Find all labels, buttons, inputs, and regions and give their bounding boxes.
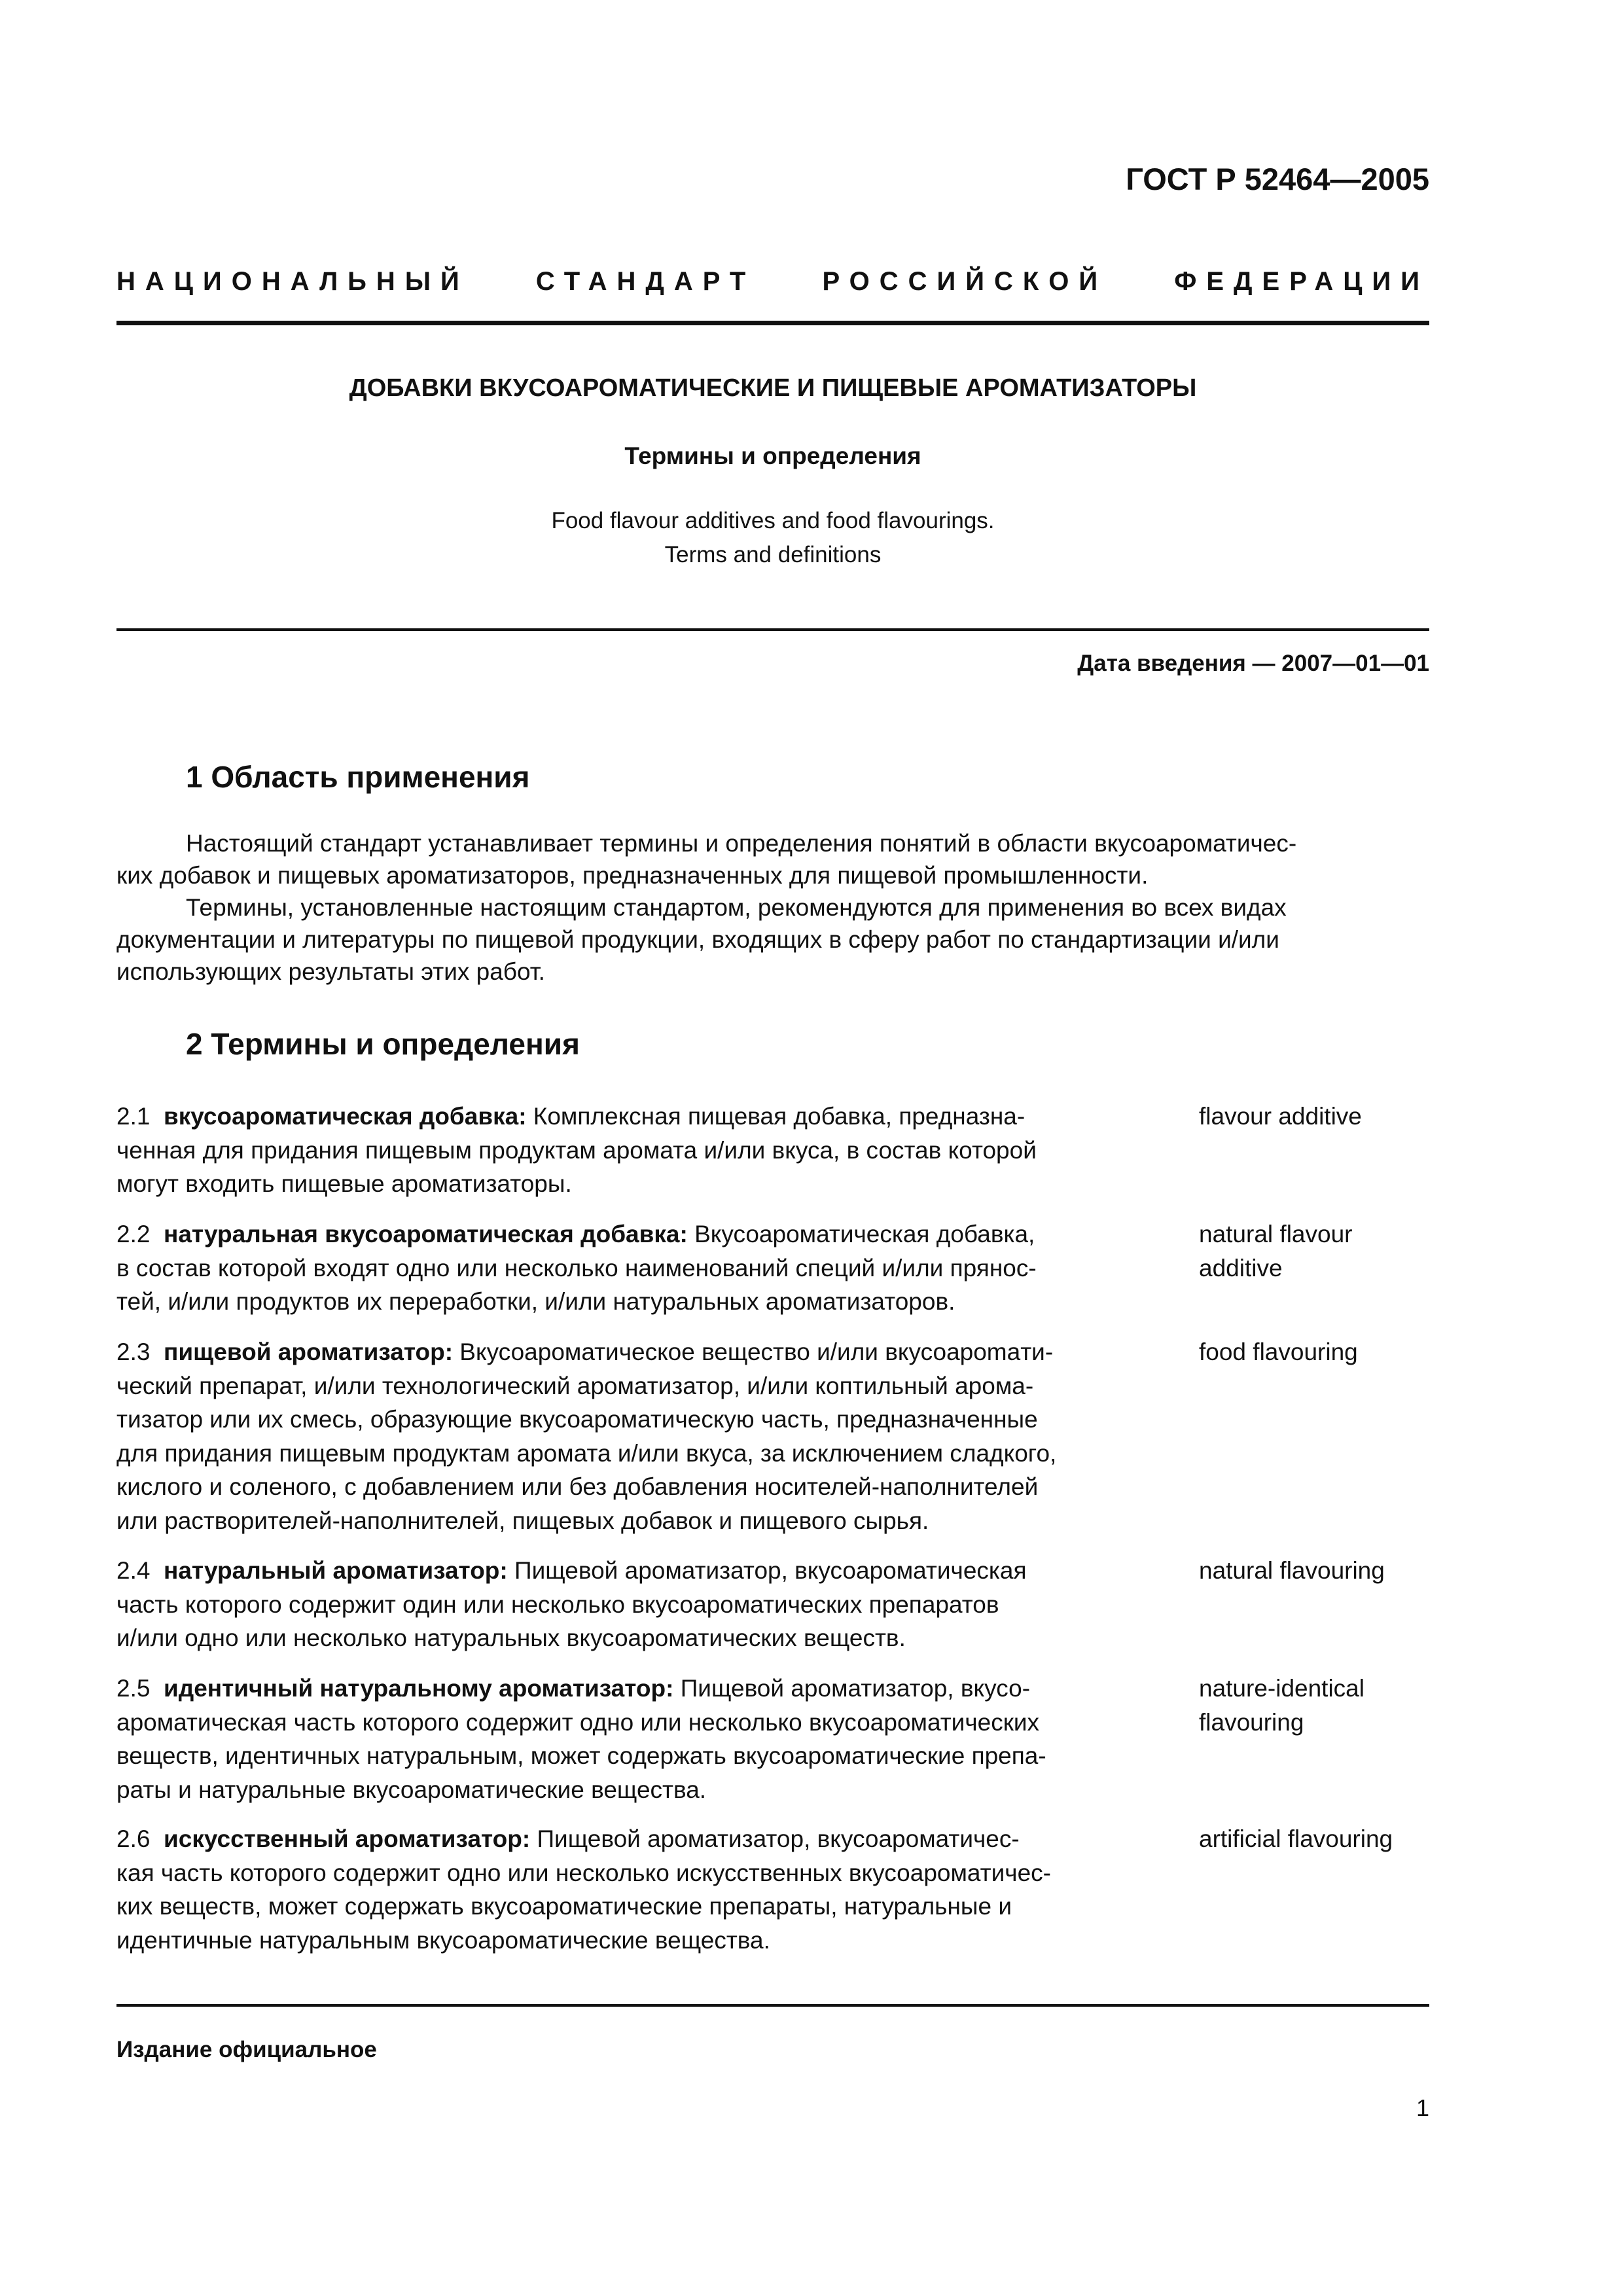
section-heading-terms: 2 Термины и определения [186,1027,580,1061]
definition-line: кислого и соленого, с добавлением или без добавления носителей-наполнителей [116,1473,1039,1500]
term-entry [116,1554,1164,1655]
definition-text: Вкусоароматическое вещество и/или вкусоарomaти- [453,1338,1054,1365]
term-number: 2.1 [116,1103,151,1130]
term-name: пищевой ароматизатор: [164,1338,454,1365]
definition-text: Пищевой ароматизатор, вкусо- [673,1675,1031,1702]
header-divider [116,321,1429,325]
banner-word: ФЕДЕРАЦИИ [1174,267,1429,296]
banner-word: СТАНДАРТ [535,267,756,296]
definition-line: тей, и/или продуктов их переработки, и/или натуральных ароматизаторов. [116,1288,955,1315]
term-english-line: artificial flavouring [1199,1825,1393,1852]
text-line: документации и литературы по пищевой продукции, входящих в сферу работ по стандартизации и/или [116,926,1279,953]
definition-line: веществ, идентичных натуральным, может содержать вкусоароматические препа- [116,1742,1046,1769]
term-english-line: food flavouring [1199,1338,1358,1365]
term-english-line: flavouring [1199,1708,1304,1736]
term-name: идентичный натуральному ароматизатор: [164,1675,674,1702]
text-line: ких добавок и пищевых ароматизаторов, предназначенных для пищевой промышленности. [116,862,1149,889]
definition-text: Пищевой ароматизатор, вкусоароматическая [507,1557,1027,1584]
english-title [116,504,1429,572]
term-english-line: natural flavour [1199,1221,1353,1247]
document-title: ДОБАВКИ ВКУСОАРОМАТИЧЕСКИЕ И ПИЩЕВЫЕ АРОМАТИЗАТОРЫ [349,374,1197,402]
term-number: 2.5 [116,1675,151,1702]
english-title-line: Food flavour additives and food flavourings. [551,508,995,533]
official-edition-label: Издание официальное [116,2037,377,2062]
definition-line: для придания пищевым продуктам аромата и/или вкуса, за исключением сладкого, [116,1439,1057,1467]
english-title-line: Terms and definitions [664,542,882,567]
page-number: 1 [1416,2094,1429,2121]
term-english [1199,1100,1448,1134]
definition-line: ческий препарат, и/или технологический ароматизатор, и/или коптильный арома- [116,1372,1034,1399]
gost-number: ГОСТ Р 52464—2005 [1126,162,1429,196]
term-number: 2.4 [116,1557,151,1584]
definition-line: идентичные натуральным вкусоароматические вещества. [116,1926,770,1954]
term-entry [116,1100,1164,1201]
term-entry [116,1335,1164,1537]
term-name: искусственный ароматизатор: [164,1825,531,1852]
text-line: Настоящий стандарт устанавливает термины и определения понятий в области вкусоароматичес- [186,830,1297,857]
term-entry [116,1217,1164,1319]
definition-line: в состав которой входят одно или несколько наименований специй и/или прянос- [116,1254,1037,1282]
term-number: 2.2 [116,1221,151,1247]
definition-line: и/или одно или несколько натуральных вкусоароматических веществ. [116,1624,906,1651]
term-english-line: nature-identical [1199,1675,1364,1702]
title-divider [116,628,1429,631]
term-english [1199,1672,1448,1739]
text-line: Термины, установленные настоящим стандартом, рекомендуются для применения во всех видах [186,894,1287,921]
definition-line: часть которого содержит один или несколько вкусоароматических препаратов [116,1590,999,1618]
definition-line: кая часть которого содержит одно или несколько искусственных вкусоароматичес- [116,1859,1051,1886]
term-english-line: additive [1199,1254,1283,1282]
definition-text: Вкусоароматическая добавка, [687,1221,1035,1247]
definition-line: раты и натуральные вкусоароматические вещества. [116,1776,707,1803]
footer-divider [116,2004,1429,2007]
definition-line: могут входить пищевые ароматизаторы. [116,1170,572,1197]
scope-paragraph-1 [116,827,1429,891]
banner-word: РОССИЙСКОЙ [822,267,1108,296]
term-entry [116,1672,1164,1806]
definition-text: Пищевой ароматизатор, вкусоароматичес- [530,1825,1020,1852]
term-number: 2.6 [116,1825,151,1852]
term-english [1199,1822,1448,1856]
national-standard-banner [116,267,1429,296]
term-name: натуральный ароматизатор: [164,1557,508,1584]
term-english-line: natural flavouring [1199,1557,1385,1584]
definition-line: или растворителей-наполнителей, пищевых добавок и пищевого сырья. [116,1507,929,1534]
term-name: натуральная вкусоароматическая добавка: [164,1221,688,1247]
term-english-line: flavour additive [1199,1103,1362,1130]
term-number: 2.3 [116,1338,151,1365]
term-entry [116,1822,1164,1957]
definition-line: тизатор или их смесь, образующие вкусоароматическую часть, предназначенные [116,1406,1038,1433]
banner-word: НАЦИОНАЛЬНЫЙ [116,267,469,296]
term-english [1199,1335,1448,1369]
term-name: вкусоароматическая добавка: [164,1103,527,1130]
definition-line: ароматическая часть которого содержит одно или несколько вкусоароматических [116,1708,1040,1736]
term-english [1199,1554,1448,1588]
introduction-date: Дата введения — 2007—01—01 [1077,651,1429,676]
text-line: использующих результаты этих работ. [116,958,545,985]
definition-line: ченная для придания пищевым продуктам аромата и/или вкуса, в состав которой [116,1136,1037,1164]
term-english [1199,1217,1448,1285]
section-heading-scope: 1 Область применения [186,760,530,794]
definition-line: ких веществ, может содержать вкусоароматические препараты, натуральные и [116,1893,1012,1920]
document-subtitle: Термины и определения [624,442,921,469]
scope-paragraph-2 [116,891,1429,988]
definition-text: Комплексная пищевая добавка, предназна- [526,1103,1026,1130]
